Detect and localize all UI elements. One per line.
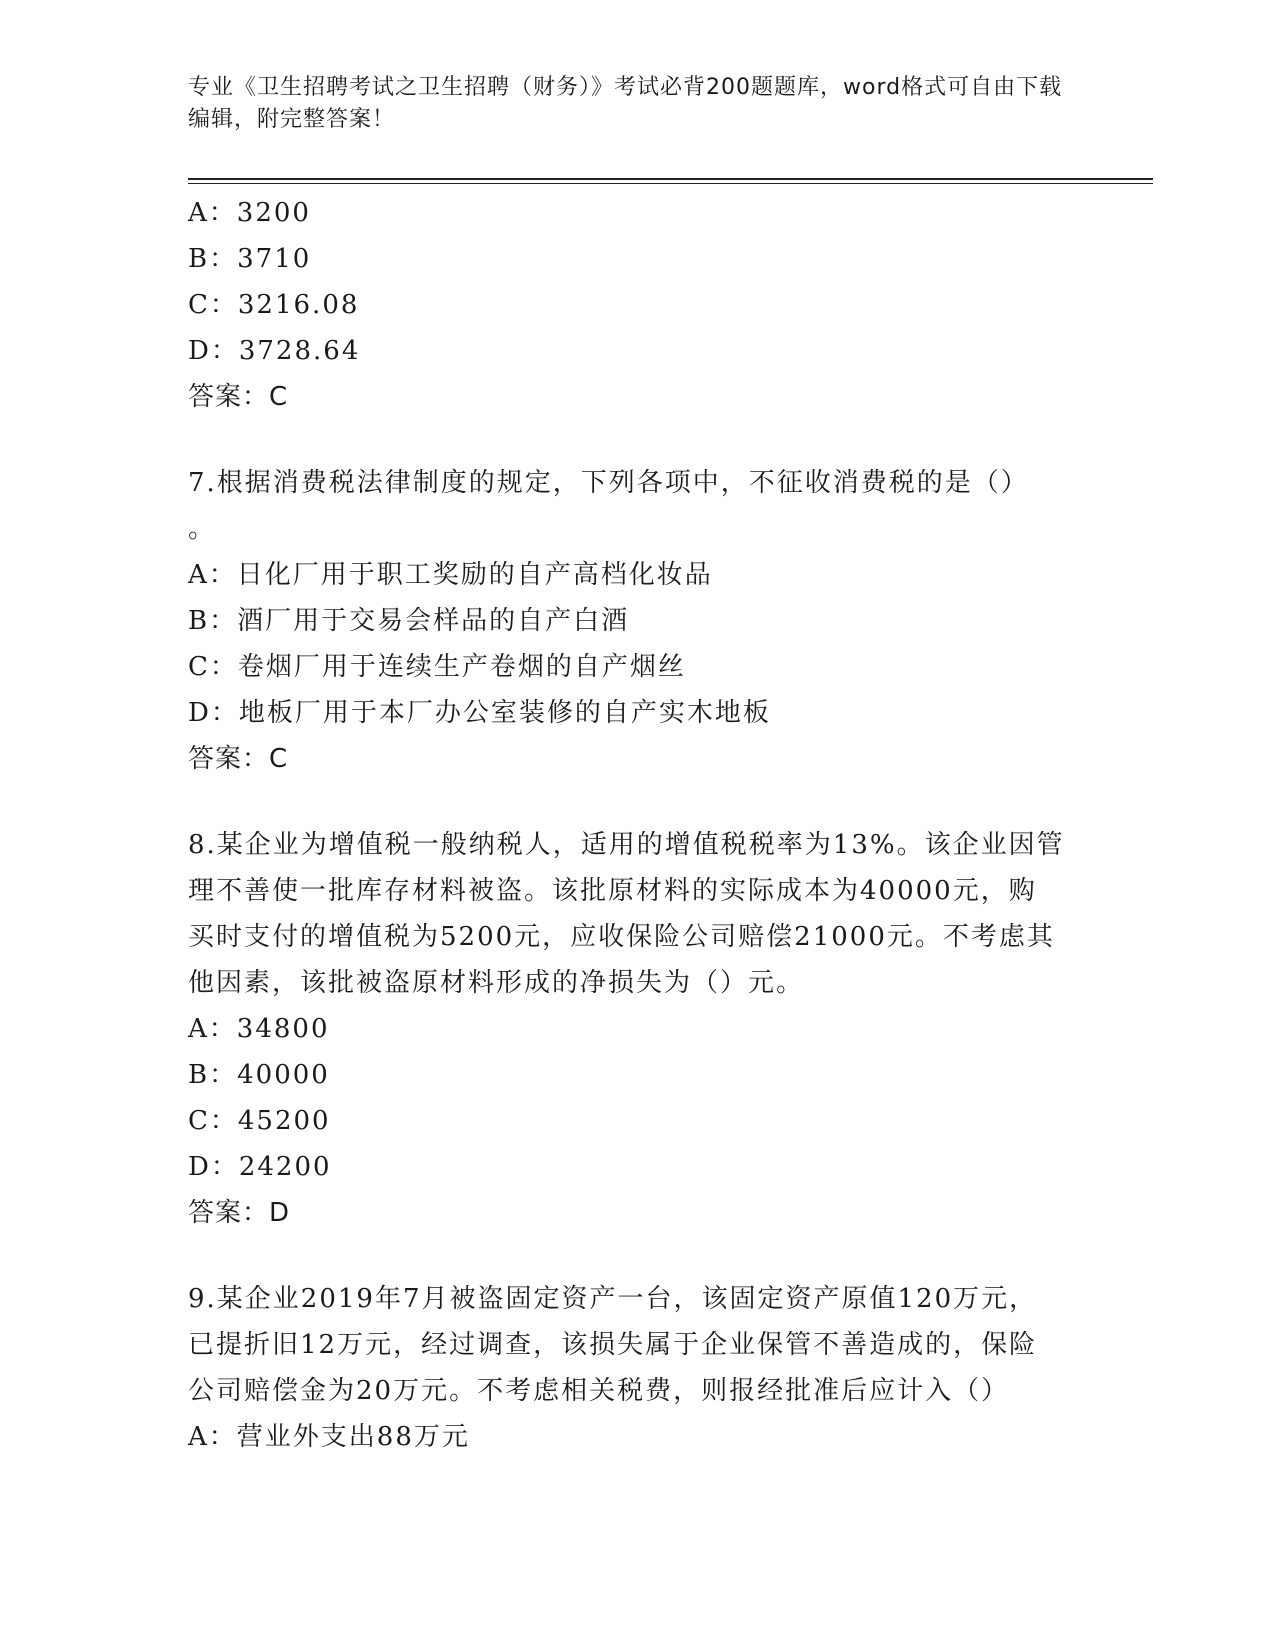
question-text-line: 买时支付的增值税为5200元，应收保险公司赔偿21000元。不考虑其	[188, 922, 1055, 952]
question-text-line: 9.某企业2019年7月被盗固定资产一台，该固定资产原值120万元，	[188, 1284, 1038, 1314]
header-divider	[188, 178, 1153, 180]
question-text-line: 。	[188, 514, 217, 544]
question-6-block	[188, 190, 1088, 420]
answer-line: 答案：C	[188, 382, 289, 412]
question-text-line: 8.某企业为增值税一般纳税人，适用的增值税税率为13%。该企业因管	[188, 830, 1065, 860]
question-text-line: 7.根据消费税法律制度的规定，下列各项中，不征收消费税的是（）	[188, 468, 1029, 498]
option-d: D：24200	[188, 1152, 332, 1182]
option-a: A：日化厂用于职工奖励的自产高档化妆品	[188, 560, 713, 590]
question-text-line: 公司赔偿金为20万元。不考虑相关税费，则报经批准后应计入（）	[188, 1376, 1010, 1406]
document-header-title: 专业《卫生招聘考试之卫生招聘（财务）》考试必背200题题库，word格式可自由下载编辑，附完整答案！	[188, 75, 1063, 132]
spacer	[188, 782, 1088, 822]
spacer	[188, 420, 1088, 460]
option-a: A：34800	[188, 1014, 330, 1044]
question-content	[188, 190, 1088, 1460]
question-text-line: 理不善使一批库存材料被盗。该批原材料的实际成本为40000元，购	[188, 876, 1037, 906]
answer-line: 答案：D	[188, 1198, 291, 1228]
option-c: C：卷烟厂用于连续生产卷烟的自产烟丝	[188, 652, 686, 682]
answer-line: 答案：C	[188, 744, 289, 774]
option-d: D：地板厂用于本厂办公室装修的自产实木地板	[188, 698, 771, 728]
option-c: C：45200	[188, 1106, 331, 1136]
option-d: D：3728.64	[188, 336, 361, 366]
option-a: A：营业外支出88万元	[188, 1422, 470, 1452]
question-text-line: 他因素，该批被盗原材料形成的净损失为（）元。	[188, 968, 805, 998]
header-divider-thin	[188, 183, 1153, 184]
option-b: B：3710	[188, 244, 312, 274]
question-text-line: 已提折旧12万元，经过调查，该损失属于企业保管不善造成的，保险	[188, 1330, 1038, 1360]
option-a: A：3200	[188, 198, 311, 228]
spacer	[188, 1236, 1088, 1276]
option-c: C：3216.08	[188, 290, 360, 320]
option-b: B：40000	[188, 1060, 330, 1090]
question-8-block	[188, 822, 1088, 1236]
option-b: B：酒厂用于交易会样品的自产白酒	[188, 606, 630, 636]
question-7-block	[188, 460, 1088, 782]
question-9-block	[188, 1276, 1088, 1460]
